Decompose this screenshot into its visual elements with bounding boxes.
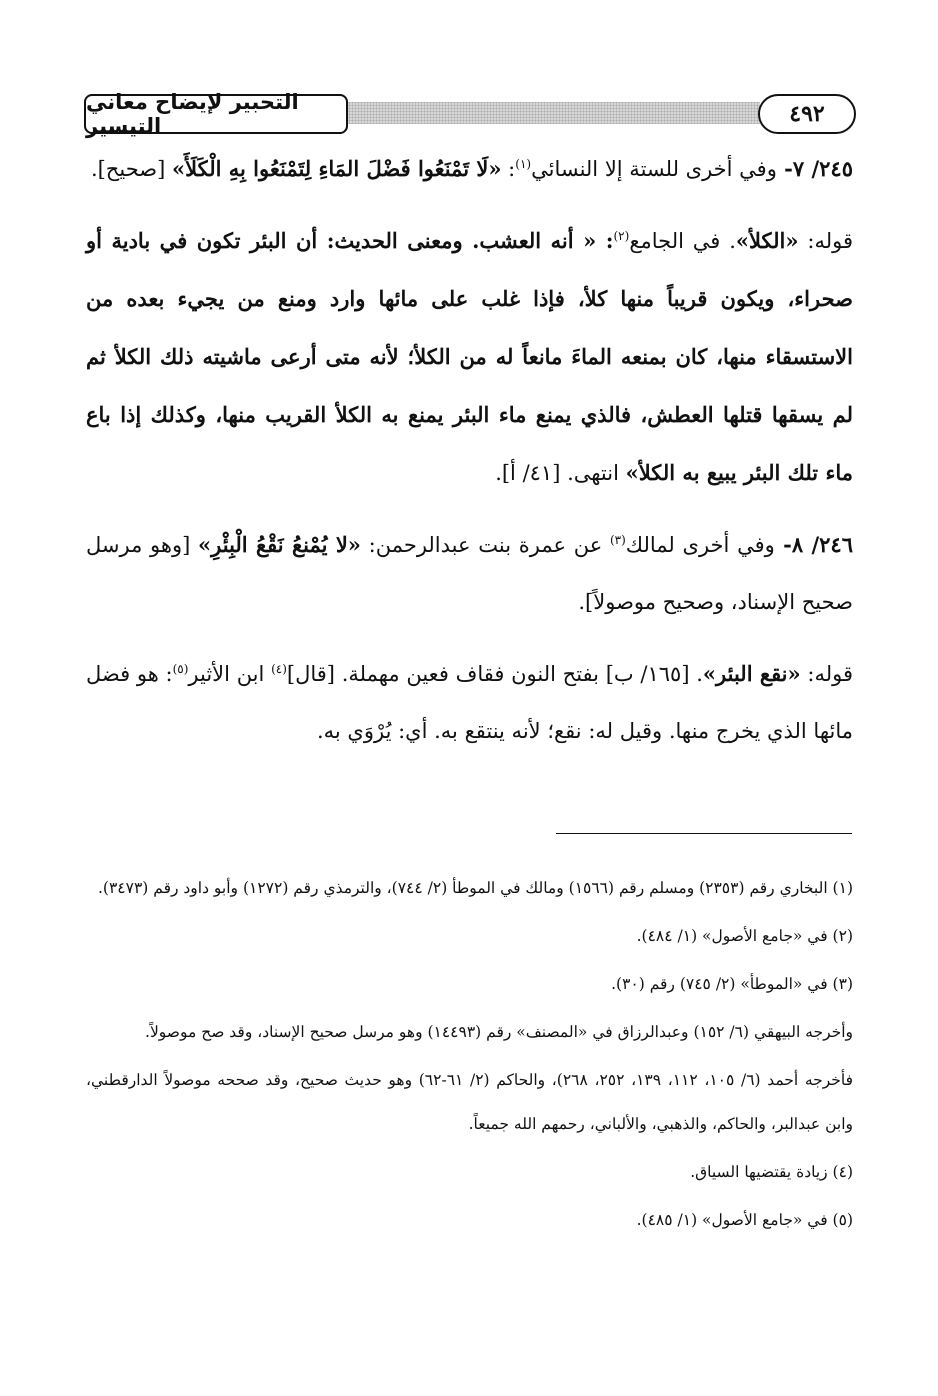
footnote: (٤) زيادة يقتضيها السياق.	[690, 1163, 853, 1181]
commentary-term: «نقع البئر»	[702, 661, 801, 686]
commentary-lead: قوله:	[800, 662, 854, 686]
hadith-intro: وفي أخرى لمالك	[625, 533, 775, 557]
footnote: (٣) في «الموطأ» (٢/ ٧٤٥) رقم (٣٠).	[611, 975, 853, 993]
footnote-ref: (٥)	[172, 662, 189, 676]
page-number	[758, 94, 856, 134]
hadith-intro: وفي أخرى للستة إلا النسائي	[531, 157, 777, 181]
footnote: وأخرجه البيهقي (٦/ ١٥٢) وعبدالرزاق في «المصنف» رقم (١٤٤٩٣) وهو مرسل صحيح الإسناد، وقد صح موصولاً.	[145, 1023, 853, 1041]
commentary-source: . في الجامع	[629, 229, 736, 253]
commentary-naq	[86, 645, 853, 760]
book-title-text: التحبير لإيضاح معاني التيسير	[86, 90, 299, 138]
hadith-grade: [وهو مرسل صحيح الإسناد، وصحيح موصولاً].	[86, 533, 853, 614]
commentary-kala	[86, 212, 853, 502]
commentary-text: : « أنه العشب. ومعنى الحديث: أن البئر تكون في بادية أو صحراء، ويكون قريباً منها كلأ، فإذا غلب على مائها وارد ومنع من يجيء بعده من الاستسقاء منها، كان بمنعه الماءَ مانعاً له من الكلأ؛ لأنه متى أرعى ماشيته ذلك الكلأ ثم لم يسقها قتلها العطش، فالذي يمنع ماء البئر يمنع به الكلأ القريب منها، وكذلك إذا باع ماء تلك البئر يبيع به	[86, 228, 853, 485]
hadith-number: ٢٤٥/ ٧-	[776, 156, 853, 181]
page-number-text: ٤٩٢	[789, 101, 825, 127]
hadith-grade: [صحيح].	[90, 157, 172, 181]
hadith-number: ٢٤٦/ ٨-	[774, 532, 853, 557]
book-title	[84, 90, 348, 138]
footnote: فأخرجه أحمد (٦/ ١٠٥، ١١٢، ١٣٩، ٢٥٢، ٢٦٨)، والحاكم (٢/ ٦١-٦٢) وهو حديث صحيح، وقد صححه موصولاً الدارقطني، وابن عبدالبر، والحاكم، والذهبي، والألباني، رحمهم الله جميعاً.	[86, 1071, 853, 1133]
commentary-term: «الكلأ»	[735, 228, 799, 253]
main-text	[86, 140, 853, 774]
footnote-ref: (٢)	[613, 229, 630, 243]
footnotes	[86, 866, 853, 1246]
commentary-lead: قوله:	[798, 229, 854, 253]
footnote-ref: (٤)	[271, 662, 287, 676]
footnote-ref: (٣)	[609, 533, 626, 547]
commentary-end: : هو فضل مائها الذي يخرج منها. وقيل له: نقع؛ لأنه ينتقع به. أي: يُرْوَي به.	[86, 662, 853, 743]
colon: :	[501, 157, 516, 181]
hadith-245	[86, 140, 853, 198]
footnote-ref: (١)	[515, 157, 532, 171]
hadith-quote: «لَا تَمْنَعُوا فَضْلَ المَاءِ لِتَمْنَعُوا بِهِ الْكَلَأَ»	[171, 156, 502, 181]
footnote: (١) البخاري رقم (٢٣٥٣) ومسلم رقم (١٥٦٦) ومالك في الموطأ (٢/ ٧٤٤)، والترمذي رقم (١٢٧٢) وأبو داود رقم (٣٤٧٣).	[97, 879, 853, 897]
hadith-246	[86, 516, 853, 631]
hadith-quote: «لا يُمْنعُ نَقْعُ الْبِئْرِ»	[198, 532, 361, 557]
footnote: (٥) في «جامع الأصول» (١/ ٤٨٥).	[636, 1211, 853, 1229]
hadith-narrator: عن عمرة بنت عبدالرحمن:	[360, 533, 610, 557]
footnote: (٢) في «جامع الأصول» (١/ ٤٨٤).	[636, 927, 853, 945]
commentary-text: . [١٦٥/ ب] بفتح النون فقاف فعين مهملة. [قال]	[286, 662, 703, 686]
commentary-source: ابن الأثير	[188, 662, 272, 686]
footnote-separator	[556, 833, 852, 834]
commentary-end: انتهى. [٤١/ أ].	[495, 461, 626, 485]
header-ornament-band	[334, 102, 760, 124]
commentary-term: الكلأ»	[625, 460, 676, 485]
running-header	[84, 92, 860, 144]
